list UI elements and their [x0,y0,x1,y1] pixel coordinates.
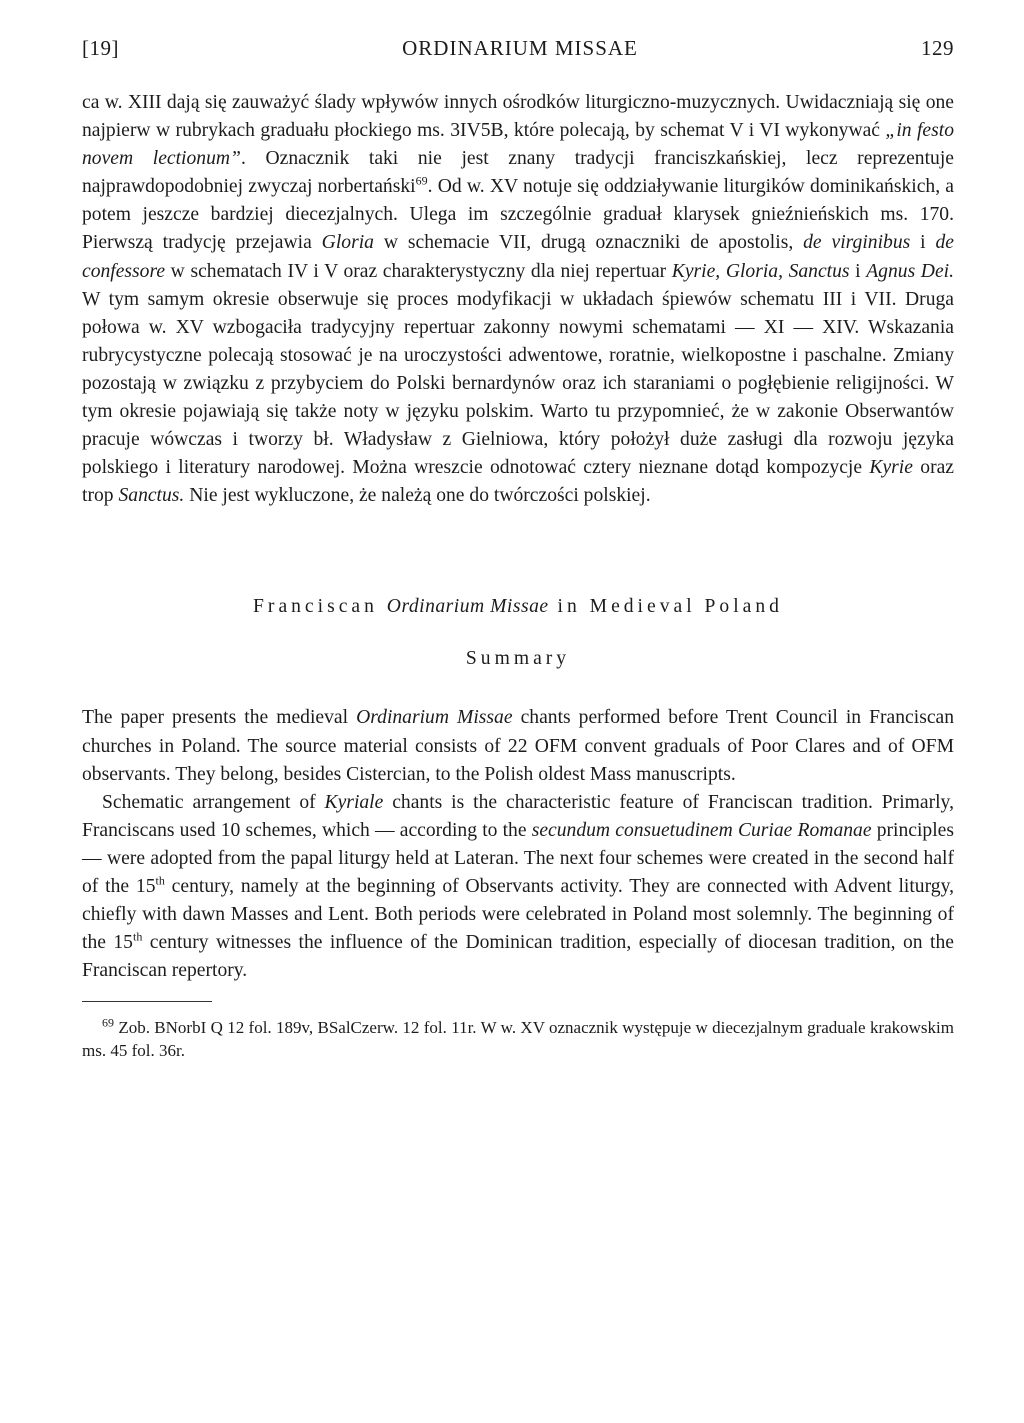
text-run: ca w. XIII dają się zauważyć ślady wpływów innych ośrodków liturgiczno-muzycznych. Uwidaczniają się one najpierw w rubrykach graduału płockiego ms. 3IV5B, które polecają, by schemat V i VI wykonywać [82,92,954,142]
italic-run: „in festo novem lectionum” [82,120,954,170]
summary-paragraph [82,704,954,788]
italic-run: Ordinarium Missae [386,596,549,618]
text-run: i [849,260,867,282]
page [82,36,954,1062]
text-run: w schematach IV i V oraz charakterystyczny dla niej repertuar [165,260,672,282]
italic-run: Agnus Dei. [866,260,955,282]
text-run: . Od w. XV notuje się oddziaływanie liturgików dominikańskich, a potem jeszcze bardziej diecezjalnych. Ulega im szczególnie graduał klarysek gnieźnieńskich ms. 170. Pierwszą tradycję przejawia [82,176,954,254]
running-title: ORDINARIUM MISSAE [402,36,638,60]
main-body [82,89,954,510]
text-run: Franciscan [253,596,387,618]
text-run: principles — were adopted from the papal liturgy held at Lateran. The next four schemes were created in the second half of the 15 [82,819,954,897]
summary-label: Summary [465,648,571,670]
text-run: . Oznacznik taki nie jest znany tradycji franciszkańskiej, lecz reprezentuje najprawdopodobniej zwyczaj norbertański [82,148,954,198]
italic-run: de confessore [82,232,954,282]
text-run: chants is the characteristic feature of Franciscan tradition. Primarly, Franciscans used 10 schemes, which — according to the [82,791,954,841]
english-summary [82,596,954,985]
footnote-number: 69 [102,1015,114,1030]
italic-run: Kyrie, Gloria, Sanctus [671,260,850,282]
summary-text [82,704,954,985]
italic-run: de virginibus [803,232,911,254]
text-run: Schematic arrangement of [102,791,325,813]
italic-run: Kyriale [324,791,384,813]
text-run: w schemacie VII, drugą oznaczniki de apostolis, [373,232,804,254]
running-header [82,36,954,61]
italic-run: secundum consuetudinem Curiae Romanae [531,819,872,841]
summary-title [82,596,954,618]
text-run: century, namely at the beginning of Observants activity. They are connected with Advent liturgy, chiefly with dawn Masses and Lent. Both periods were celebrated in Poland most solemnly. The beginning of the 15 [82,875,954,954]
italic-run: Gloria [321,232,374,254]
text-run: oraz trop [82,457,954,507]
text-run: W tym samym okresie obserwuje się proces modyfikacji w układach śpiewów schematu III i VII. Druga połowa w. XV wzbogaciła tradycyjny repertuar zakonny nowymi schematami — XI — XIV. Wskazania rubrycystyczne polecają stosować je na uroczystości adwentowe, roratnie, wielkopostne i paschalne. Zmiany pozostają w związku z przybyciem do Polski bernardynów oraz ich staraniami o pogłębienie religijności. W tym okresie pojawiają się także noty w języku polskim. Warto tu przypomnieć, że w zakonie Obserwantów pracuje wówczas i tworzy bł. Władysław z Gielniowa, który położył duże zasługi dla rozwoju języka polskiego i literatury narodowej. Można wreszcie odnotować cztery nieznane dotąd kompozycje [82,288,954,479]
text-run: i [910,232,936,254]
superscript: th [132,929,143,944]
text-run: in Medieval Poland [548,596,783,618]
text-run: chants performed before Trent Council in Franciscan churches in Poland. The source material consists of 22 OFM convent graduals of Poor Clares and of OFM observants. They belong, besides Cistercian, to the Polish oldest Mass manuscripts. [82,707,955,785]
italic-run: Kyrie [869,457,913,479]
italic-run: Ordinarium Missae [356,707,513,729]
footnote-text: Zob. BNorbI Q 12 fol. 189v, BSalCzerw. 12 fol. 11r. W w. XV oznacznik występuje w diecezjalnym graduale krakowskim ms. 45 fol. 36r. [82,1018,954,1061]
body-paragraph [82,89,954,510]
section-number: [19] [82,36,119,60]
text-run: Nie jest wykluczone, że należą one do twórczości polskiej. [184,485,651,507]
footnote [82,1016,954,1062]
footnote-reference[interactable]: 69 [415,173,428,188]
footnote-divider [82,1001,212,1002]
summary-paragraph [82,789,954,986]
text-run: The paper presents the medieval [82,707,357,729]
italic-run: Sanctus. [118,485,185,507]
page-number: 129 [921,36,954,60]
superscript: th [155,873,165,888]
text-run: century witnesses the influence of the Dominican tradition, especially of diocesan tradition, on the Franciscan repertory. [82,932,954,982]
